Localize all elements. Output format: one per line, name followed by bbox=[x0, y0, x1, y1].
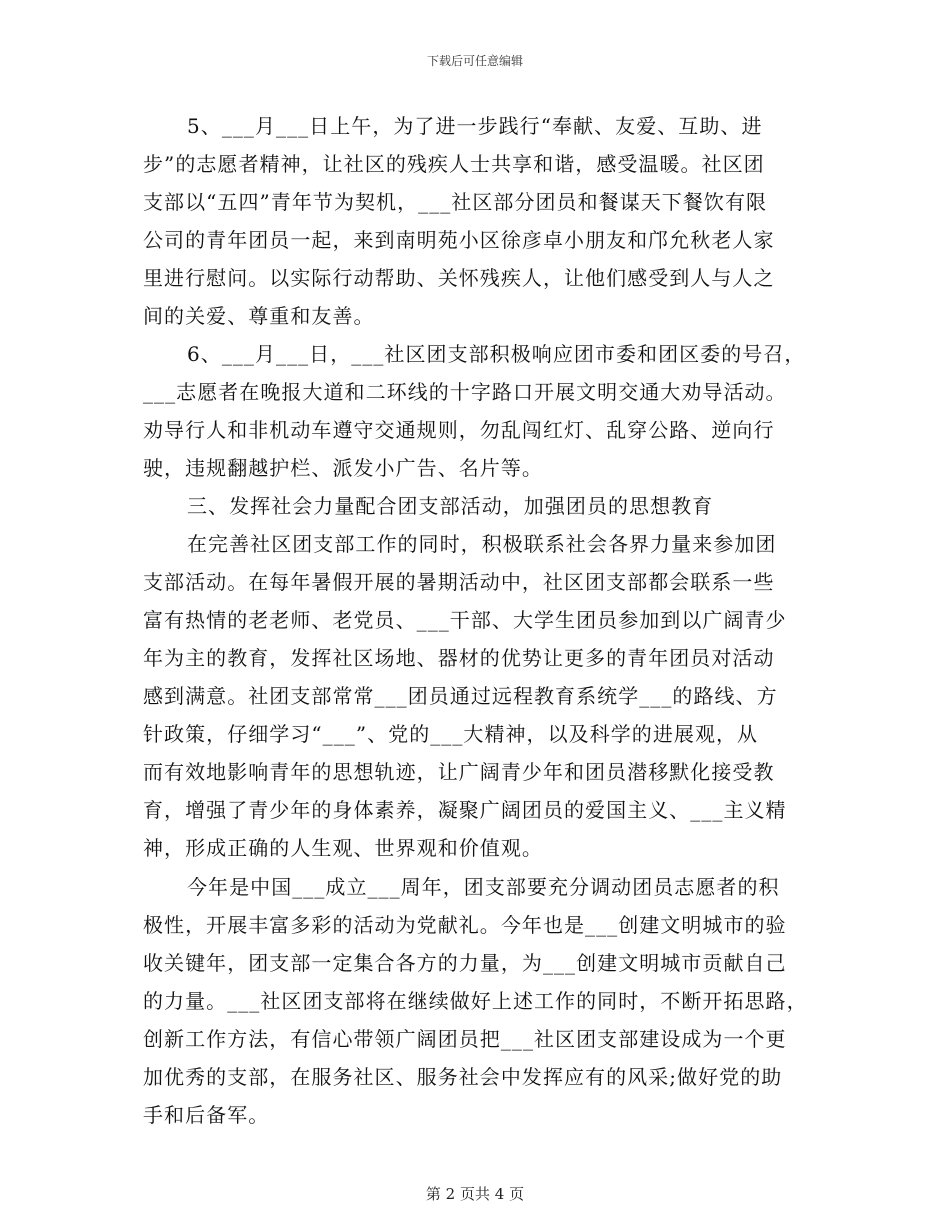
text-line: 三、发挥社会力量配合团支部活动，加强团员的思想教育 bbox=[187, 494, 714, 518]
text-line: 驶，违规翻越护栏、派发小广告、名片等。 bbox=[143, 456, 543, 480]
text-line: ___志愿者在晚报大道和二环线的十字路口开展文明交通大劝导活动。 bbox=[143, 380, 787, 404]
text-line: 支部以“五四”青年节为契机，___社区部分团员和餐谋天下餐饮有限 bbox=[143, 190, 768, 214]
text-line: 支部活动。在每年暑假开展的暑期活动中，社区团支部都会联系一些 bbox=[143, 570, 775, 594]
text-line: 感到满意。社团支部常常___团员通过远程教育系统学___的路线、方 bbox=[143, 684, 778, 708]
text-line: 里进行慰问。以实际行动帮助、关怀残疾人，让他们感受到人与人之 bbox=[143, 266, 775, 290]
text-line: 育，增强了青少年的身体素养，凝聚广阔团员的爱国主义、___主义精 bbox=[143, 798, 787, 822]
text-line: 收关键年，团支部一定集合各方的力量，为___创建文明城市贡献自己 bbox=[143, 951, 787, 975]
page-footer: 第 2 页共 4 页 bbox=[425, 1185, 525, 1203]
text-line: 神，形成正确的人生观、世界观和价值观。 bbox=[143, 836, 543, 860]
text-line: 极性，开展丰富多彩的活动为党献礼。今年也是___创建文明城市的验 bbox=[143, 913, 787, 937]
text-line: 5、___月___日上午，为了进一步践行“奉献、友爱、互助、进 bbox=[187, 114, 763, 138]
text-line: 富有热情的老老师、老党员、___干部、大学生团员参加到以广阔青少 bbox=[143, 608, 787, 632]
text-line: 加优秀的支部，在服务社区、服务社会中发挥应有的风采;做好党的助 bbox=[143, 1065, 783, 1089]
text-line: 步”的志愿者精神，让社区的残疾人士共享和谐，感受温暖。社区团 bbox=[143, 152, 765, 176]
text-line: 间的关爱、尊重和友善。 bbox=[143, 304, 375, 328]
text-line: 的力量。___社区团支部将在继续做好上述工作的同时，不断开拓思路， bbox=[143, 989, 808, 1013]
text-line: 针政策，仔细学习“___”、党的___大精神，以及科学的进展观，从 bbox=[143, 722, 759, 746]
text-line: 创新工作方法，有信心带领广阔团员把___社区团支部建设成为一个更 bbox=[143, 1027, 787, 1051]
text-line: 年为主的教育，发挥社区场地、器材的优势让更多的青年团员对活动 bbox=[143, 646, 775, 670]
text-line: 而有效地影响青年的思想轨迹，让广阔青少年和团员潜移默化接受教 bbox=[143, 760, 775, 784]
page-header: 下载后可任意编辑 bbox=[426, 54, 523, 68]
text-line: 劝导行人和非机动车遵守交通规则，勿乱闯红灯、乱穿公路、逆向行 bbox=[143, 418, 775, 442]
text-line: 公司的青年团员一起，来到南明苑小区徐彦卓小朋友和邝允秋老人家 bbox=[143, 228, 775, 252]
text-line: 在完善社区团支部工作的同时，积极联系社会各界力量来参加团 bbox=[187, 532, 777, 556]
text-line: 今年是中国___成立___周年，团支部要充分调动团员志愿者的积 bbox=[187, 875, 780, 899]
text-line: 手和后备军。 bbox=[143, 1103, 270, 1127]
text-line: 6、___月___日，___社区团支部积极响应团市委和团区委的号召， bbox=[187, 342, 806, 366]
